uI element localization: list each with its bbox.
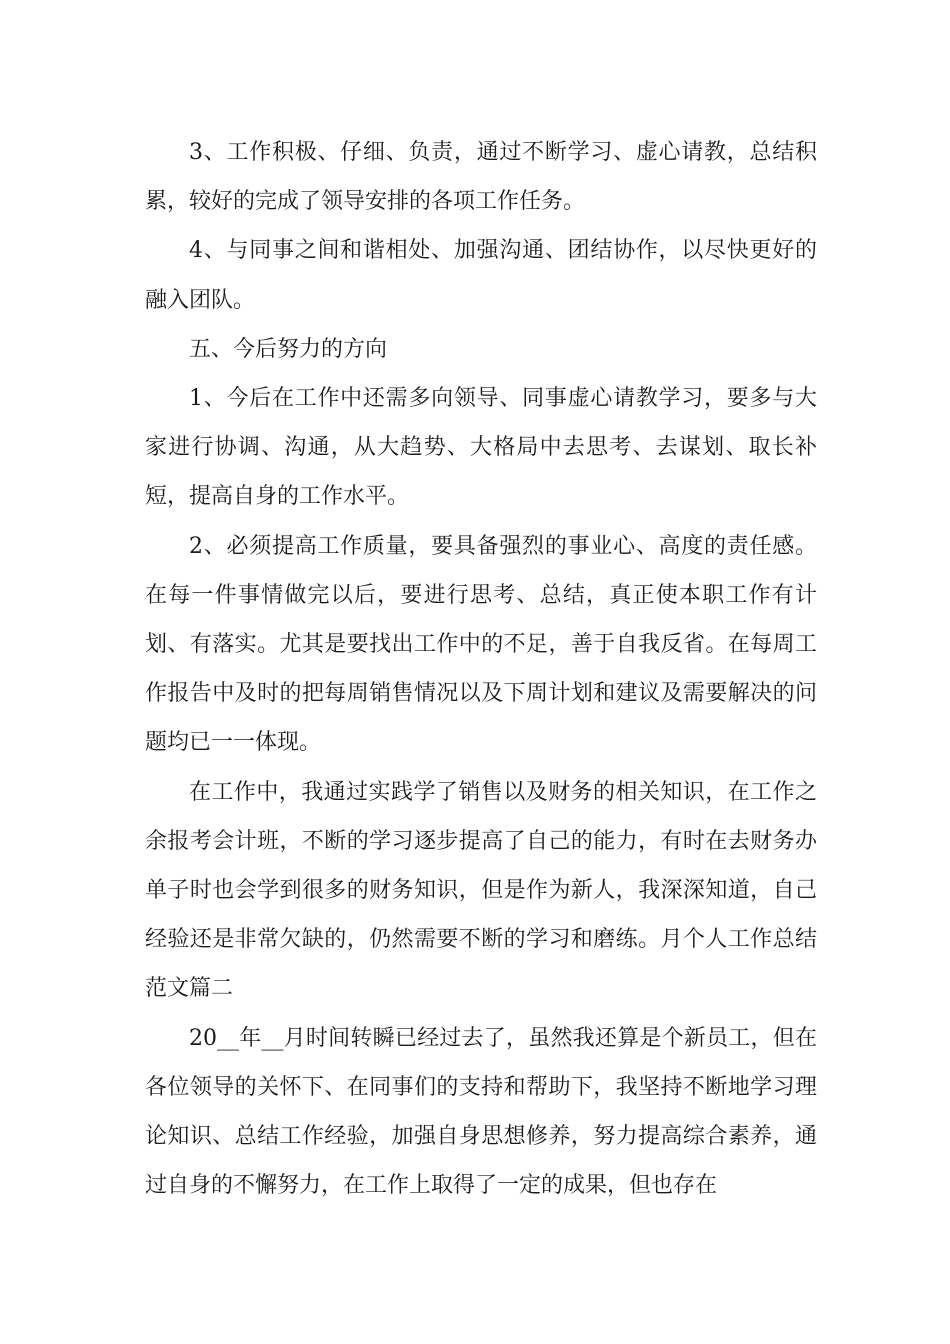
paragraph-direction-2: 2、必须提高工作质量，要具备强烈的事业心、高度的责任感。在每一件事情做完以后，要进行思考、总结，真正使本职工作有计划、有落实。尤其是要找出工作中的不足，善于自我反省。在每周工作报告中及时的把每周销售情况以及下周计划和建议及需要解决的问题均已一一体现。 [145, 533, 817, 756]
document-body [145, 128, 817, 1210]
section-heading-future-direction: 五、今后努力的方向 [189, 336, 388, 362]
paragraph-item-4: 4、与同事之间和谐相处、加强沟通、团结协作，以尽快更好的融入团队。 [145, 238, 817, 313]
paragraph-work-summary: 在工作中，我通过实践学了销售以及财务的相关知识，在工作之余报考会计班，不断的学习逐步提高了自己的能力，有时在去财务办单子时也会学到很多的财务知识，但是作为新人，我深深知道，自己经验还是非常欠缺的，仍然需要不断的学习和磨练。月个人工作总结范文篇二 [145, 779, 817, 1002]
paragraph-part-two-intro: 20__年__月时间转瞬已经过去了，虽然我还算是个新员工，但在各位领导的关怀下、在同事们的支持和帮助下，我坚持不断地学习理论知识、总结工作经验，加强自身思想修养，努力提高综合素养，通过自身的不懈努力，在工作上取得了一定的成果，但也存在 [145, 1025, 817, 1199]
paragraph-direction-1: 1、今后在工作中还需多向领导、同事虚心请教学习，要多与大家进行协调、沟通，从大趋势、大格局中去思考、去谋划、取长补短，提高自身的工作水平。 [145, 386, 817, 510]
paragraph-item-3: 3、工作积极、仔细、负责，通过不断学习、虚心请教，总结积累，较好的完成了领导安排的各项工作任务。 [145, 140, 817, 215]
